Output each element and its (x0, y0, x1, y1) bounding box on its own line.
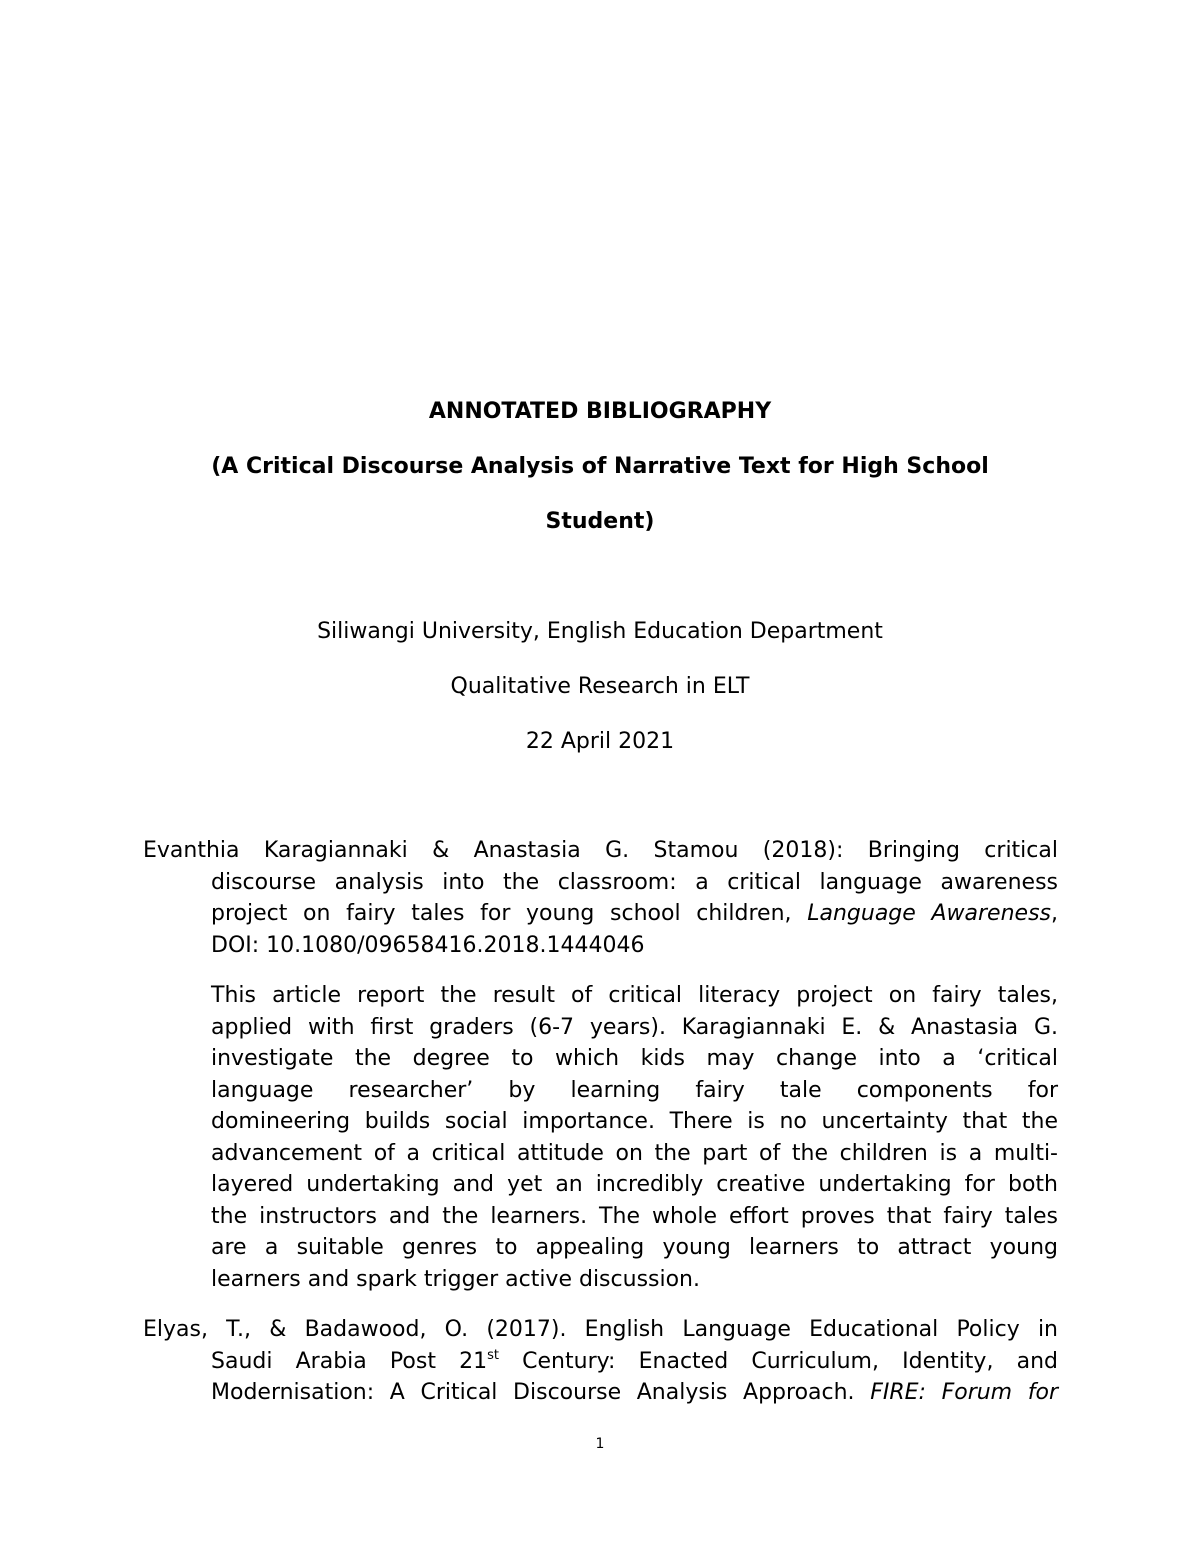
citation-line: discourse analysis into the classroom: a critical language awareness (211, 869, 1058, 895)
annotation-line: advancement of a critical attitude on the part of the children is a multi- (211, 1140, 1058, 1166)
annotation-line: investigate the degree to which kids may change into a ‘critical (211, 1046, 1058, 1071)
subtitle-line-1: (A Critical Discourse Analysis of Narrative Text for High School (211, 454, 989, 479)
annotation-line: are a suitable genres to appealing young learners to attract young (211, 1235, 1058, 1260)
citation-line: Evanthia Karagiannaki & Anastasia G. Stamou (2018): Bringing critical (143, 838, 1058, 863)
journal-name: Language Awareness (807, 901, 1051, 926)
annotation-line: applied with first graders (6-7 years). Karagiannaki E. & Anastasia G. (211, 1014, 1058, 1040)
citation-line: Elyas, T., & Badawood, O. (2017). English Language Educational Policy in (143, 1317, 1058, 1342)
citation-doi: DOI: 10.1080/09658416.2018.1444046 (211, 932, 645, 958)
annotation-line: layered undertaking and yet an incredibly creative undertaking for both (211, 1172, 1058, 1197)
annotation-line: domineering builds social importance. There is no uncertainty that the (211, 1109, 1058, 1134)
citation-line (143, 1346, 1058, 1378)
citation-text: Saudi Arabia Post 21 (211, 1348, 488, 1374)
document-title: ANNOTATED BIBLIOGRAPHY (428, 399, 772, 424)
annotation-line: the instructors and the learners. The whole effort proves that fairy tales (211, 1203, 1058, 1229)
citation-punct: , (1051, 901, 1058, 926)
citation-line (143, 1377, 1058, 1409)
course-name: Qualitative Research in ELT (450, 674, 750, 699)
annotation-line: language researcher’ by learning fairy tale components for (211, 1077, 1058, 1103)
citation-text: Century: Enacted Curriculum, Identity, and (499, 1348, 1058, 1374)
citation-text: Modernisation: A Critical Discourse Analysis Approach. (211, 1380, 855, 1405)
subtitle-line-2: Student) (545, 509, 655, 534)
annotation-line: This article report the result of critical literacy project on fairy tales, (211, 983, 1058, 1008)
citation-text: project on fairy tales for young school children, (211, 901, 792, 926)
citation-line (143, 898, 1058, 930)
bibliography-entry-1-citation (143, 835, 1058, 961)
document-date: 22 April 2021 (525, 729, 675, 754)
institution: Siliwangi University, English Education Department (317, 619, 883, 644)
bibliography-entry-2-citation (143, 1314, 1058, 1409)
superscript-st: st (487, 1347, 499, 1363)
page-number: 1 (595, 1436, 605, 1452)
bibliography-entry-1-annotation (143, 980, 1058, 1295)
journal-name: FIRE: Forum for (870, 1380, 1059, 1405)
annotation-line: learners and spark trigger active discussion. (211, 1266, 700, 1292)
